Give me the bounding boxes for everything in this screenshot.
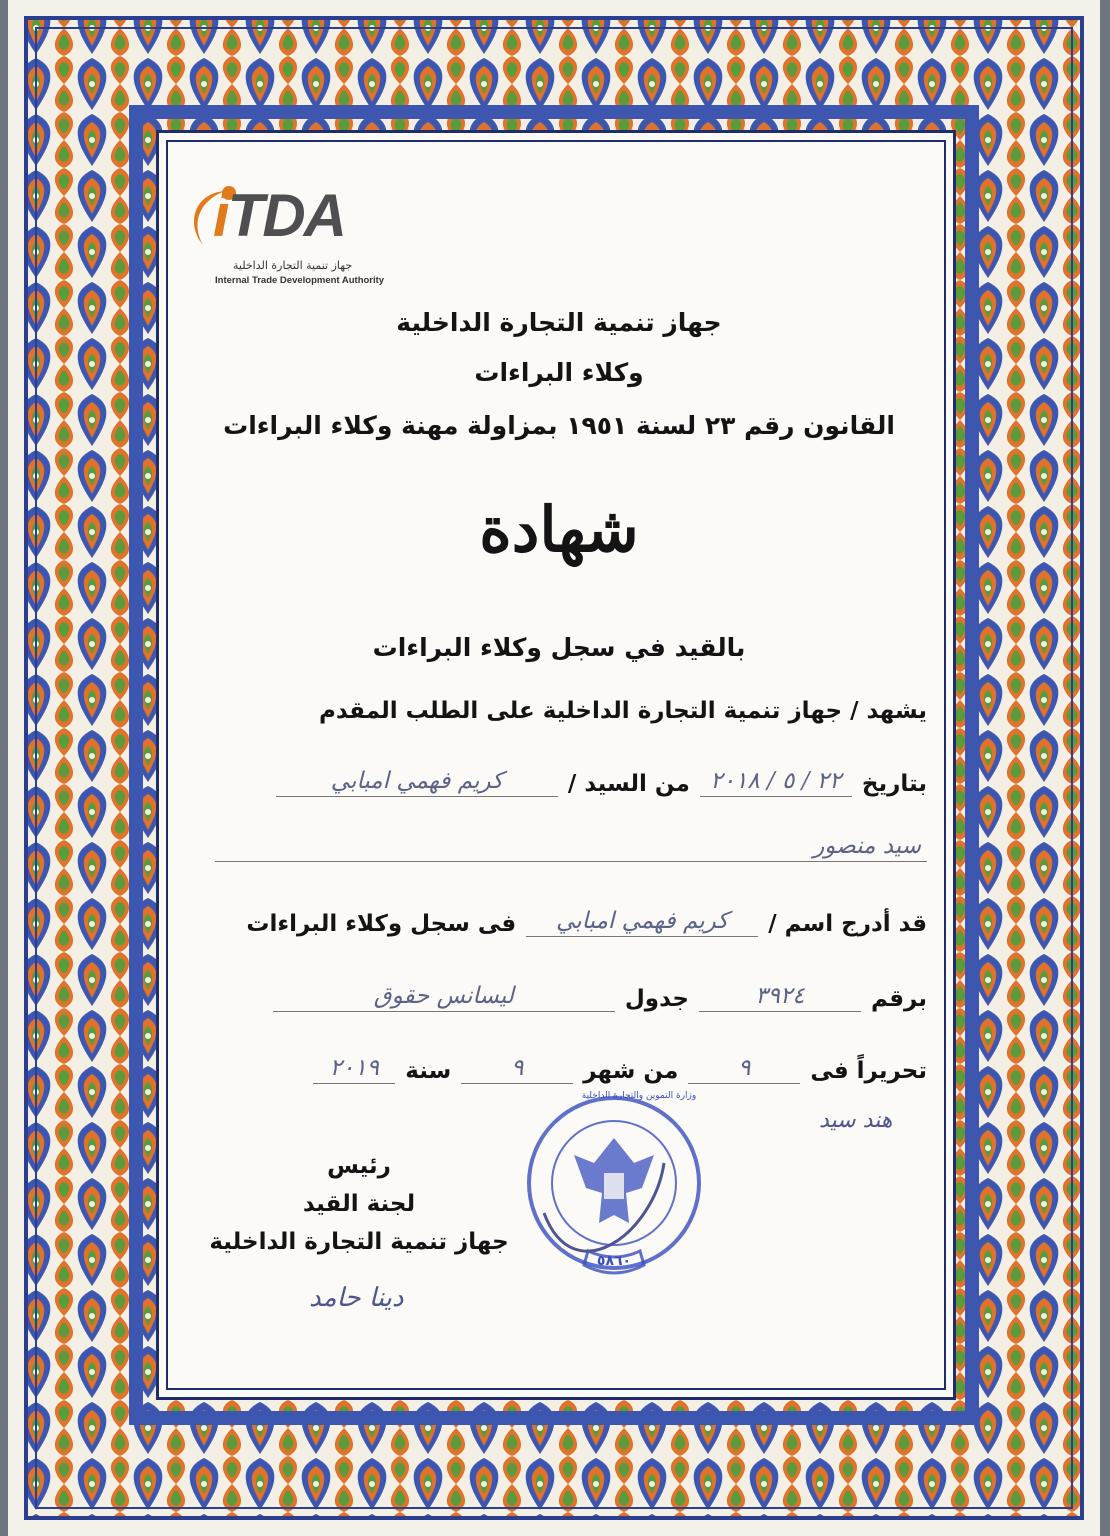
- signatory-authority: جهاز تنمية التجارة الداخلية: [209, 1229, 509, 1255]
- itda-logo: [185, 173, 415, 293]
- date-label: بتاريخ: [861, 771, 927, 797]
- written-label: تحريراً فى: [810, 1058, 927, 1084]
- signatory-committee: لجنة القيد: [302, 1191, 416, 1217]
- logo-english: Internal Trade Development Authority: [215, 275, 385, 286]
- stamp-top-text: وزارة التموين والتجارة الداخلية: [581, 1091, 697, 1101]
- name-label: قد أدرج اسم /: [768, 911, 927, 937]
- from-continued-line: [215, 833, 927, 862]
- number-value: ٣٩٢٤: [699, 983, 861, 1012]
- certifies-text: يشهد / جهاز تنمية التجارة الداخلية على الطلب المقدم: [319, 698, 927, 724]
- registry-label: فى سجل وكلاء البراءات: [246, 911, 517, 937]
- name-line: [246, 908, 927, 937]
- day-value: ٩: [688, 1055, 800, 1084]
- year-value: ٢٠١٩: [313, 1055, 395, 1084]
- table-label: جدول: [624, 986, 689, 1012]
- clerk-signature: هند سيد: [819, 1108, 893, 1133]
- signatory-title: رئيس: [327, 1153, 391, 1179]
- stamp-number: ٥٨٦٠: [596, 1253, 632, 1269]
- official-stamp: [514, 1093, 714, 1297]
- certificate-body: [156, 130, 956, 1400]
- written-line: [313, 1055, 927, 1084]
- from-value-continued: سيد منصور: [215, 833, 927, 862]
- certifies-line: [319, 698, 927, 724]
- from-label: من السيد /: [567, 771, 690, 797]
- number-label: برقم: [870, 986, 927, 1012]
- chair-signature: دينا حامد: [309, 1283, 404, 1313]
- logo-arabic: جهاز تنمية التجارة الداخلية: [233, 259, 353, 272]
- authority-heading: جهاز تنمية التجارة الداخلية: [396, 308, 722, 337]
- certificate-sheet: [8, 0, 1100, 1536]
- law-heading: القانون رقم ٢٣ لسنة ١٩٥١ بمزاولة مهنة وكلاء البراءات: [223, 411, 895, 440]
- date-value: ٢٢ / ٥ / ٢٠١٨: [700, 768, 852, 797]
- agents-heading: وكلاء البراءات: [474, 358, 644, 387]
- number-line: [273, 983, 927, 1012]
- from-value: كريم فهمي امبابي: [276, 768, 558, 797]
- year-label: سنة: [405, 1058, 452, 1084]
- month-label: من شهر: [583, 1058, 679, 1084]
- date-line: [276, 768, 927, 797]
- certificate-subtitle: بالقيد في سجل وكلاء البراءات: [372, 633, 746, 662]
- table-value: ليسانس حقوق: [273, 983, 615, 1012]
- certificate-title: شهادة: [479, 493, 639, 566]
- month-value: ٩: [461, 1055, 573, 1084]
- logo-wordmark: iTDA: [213, 182, 345, 249]
- name-value: كريم فهمي امبابي: [526, 908, 758, 937]
